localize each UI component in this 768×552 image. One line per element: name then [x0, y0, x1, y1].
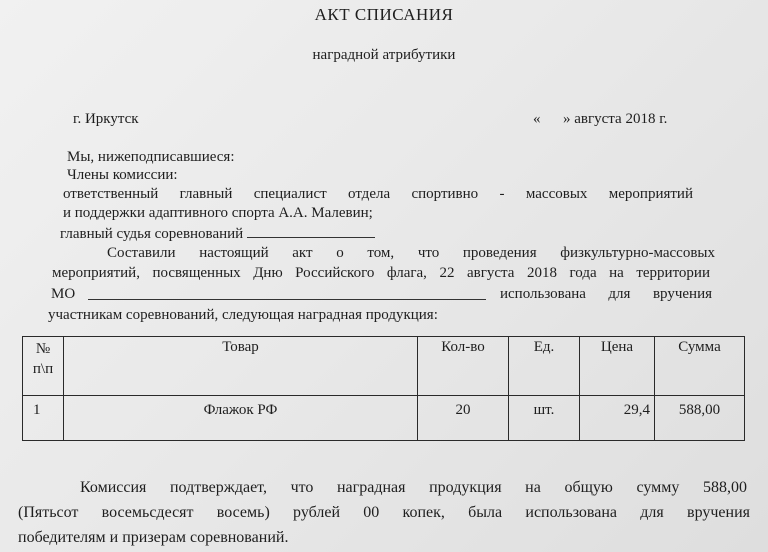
header-qty: Кол-во: [418, 337, 509, 396]
table-row: [23, 396, 745, 441]
header-num: № п\п: [23, 337, 64, 396]
header-price: Цена: [580, 337, 655, 396]
intro-text: Мы, нижеподписавшиеся:: [67, 149, 235, 165]
judge-label: главный судья соревнований: [60, 226, 244, 242]
header-sum: Сумма: [655, 337, 745, 396]
document-subtitle: наградной атрибутики: [312, 47, 456, 63]
row-qty: 20: [418, 396, 509, 441]
row-sum: 588,00: [655, 396, 745, 441]
body-line-3-start: МО: [51, 286, 76, 302]
row-price: 29,4: [580, 396, 655, 441]
row-unit: шт.: [509, 396, 580, 441]
closing-line-3: победителям и призерам соревнований.: [18, 529, 289, 546]
row-item: Флажок РФ: [64, 396, 418, 441]
closing-line-1: Комиссия подтверждает, что наградная продукция на общую сумму 588,00: [80, 479, 747, 496]
table-header-row: [23, 337, 745, 396]
municipality-blank: [88, 286, 486, 300]
goods-table: [22, 336, 745, 441]
row-num: 1: [23, 396, 64, 441]
judge-line: [60, 224, 375, 243]
date-label: « » августа 2018 г.: [533, 111, 668, 127]
document-title: АКТ СПИСАНИЯ: [314, 5, 454, 24]
members-label: Члены комиссии:: [67, 167, 178, 183]
body-line-1: Составили настоящий акт о том, что проведения физкультурно-массовых: [107, 245, 715, 261]
member-line-2: и поддержки адаптивного спорта А.А. Малевин;: [63, 205, 373, 221]
member-line-1: ответственный главный специалист отдела спортивно - массовых мероприятий: [63, 186, 693, 202]
closing-line-2: (Пятьсот восемьсдесят восемь) рублей 00 копек, была использована для вручения: [18, 504, 750, 521]
header-unit: Ед.: [509, 337, 580, 396]
header-item: Товар: [64, 337, 418, 396]
body-line-3-end: использована для вручения: [500, 286, 712, 302]
body-line-4: участникам соревнований, следующая наградная продукция:: [48, 307, 438, 323]
city-label: г. Иркутск: [73, 111, 139, 127]
judge-blank: [247, 224, 375, 238]
body-line-2: мероприятий, посвященных Дню Российского флага, 22 августа 2018 года на территории: [52, 265, 710, 281]
